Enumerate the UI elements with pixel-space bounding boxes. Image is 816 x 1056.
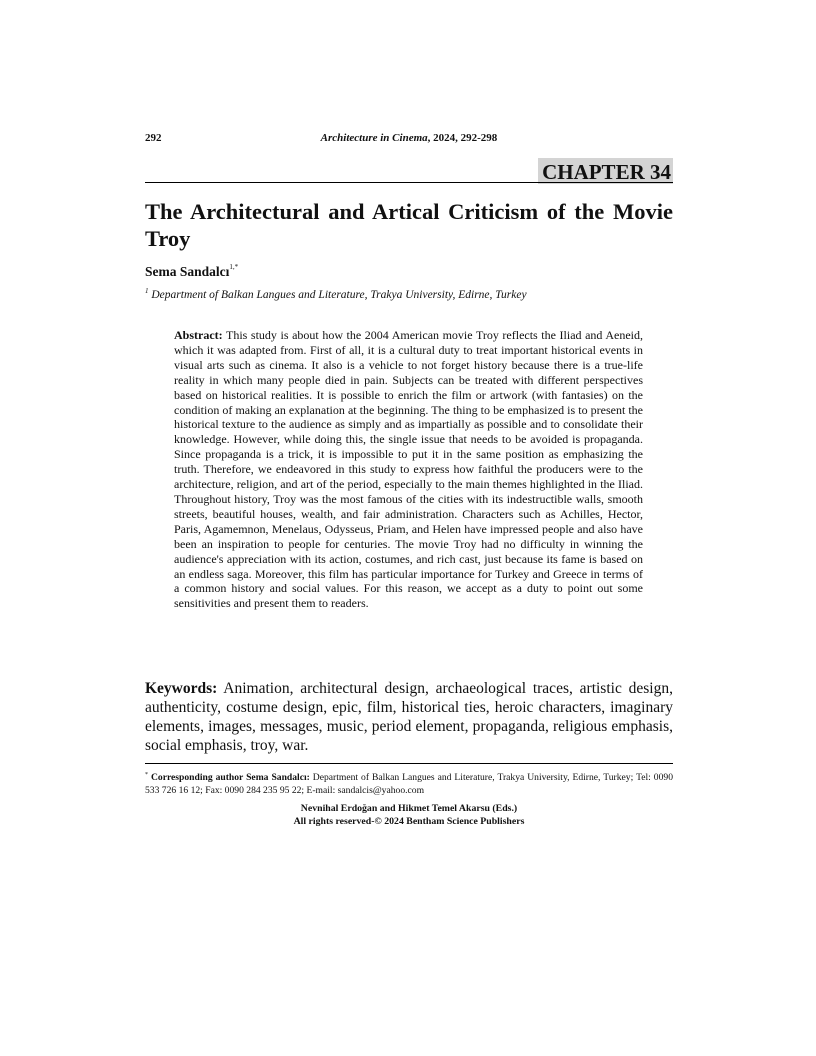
- corresponding-author-footnote: [145, 769, 673, 797]
- keywords: [145, 679, 673, 755]
- author-name: Sema Sandalcı: [145, 264, 230, 279]
- rights-line: All rights reserved-© 2024 Bentham Science Publishers: [293, 815, 525, 827]
- publisher-block: [145, 803, 673, 828]
- page-number: 292: [145, 132, 162, 144]
- abstract-label: Abstract:: [174, 328, 223, 342]
- footnote-label: Corresponding author Sema Sandalcı:: [148, 772, 310, 783]
- running-header: [145, 132, 673, 148]
- paper-title: The Architectural and Artical Criticism of the Movie Troy: [145, 199, 673, 251]
- journal-details: , 2024, 292-298: [427, 132, 498, 144]
- keywords-text: Animation, architectural design, archaeological traces, artistic design, authenticity, costume design, epic, film, historical ties, heroic characters, imaginary elements, images, messages, music, period element, propaganda, religious emphasis, social emphasis, troy, war.: [145, 680, 673, 754]
- keywords-label: Keywords:: [145, 680, 218, 697]
- journal-citation: [145, 132, 673, 144]
- journal-name: Architecture in Cinema: [320, 132, 428, 144]
- footnote-text: Department of Balkan Langues and Literature, Trakya University, Edirne, Turkey; Tel: 0090 533 726 16 12; Fax: 0090 284 235 95 22; E-mail: sandalcis@yahoo.com: [145, 772, 673, 796]
- header-divider: [145, 182, 673, 183]
- author-marks: 1,*: [229, 263, 239, 271]
- abstract: [174, 328, 643, 611]
- affiliation-text: Department of Balkan Langues and Literature, Trakya University, Edirne, Turkey: [148, 289, 527, 301]
- author-affiliation: [145, 287, 527, 301]
- affiliation-mark: 1: [145, 287, 149, 295]
- abstract-text: This study is about how the 2004 American movie Troy reflects the Iliad and Aeneid, which it was adapted from. First of all, it is a cultural duty to treat important historical events in visual arts such as cinema. It also is a vehicle to not forget history because there is a true-life reality in which many people died in pain. Subjects can be treated with different perspectives based on historical realities. It is possible to enrich the film or artwork (with fantasies) on the condition of making an explanation at the beginning. The thing to be emphasized is to present the historical texture to the audience as simply and as impartially as possible and to consolidate their knowledge. However, while doing this, the single issue that needs to be avoided is propaganda. Since propaganda is a trick, it is impossible to put it in the same position as emphasizing the truth. Therefore, we endeavored in this study to express how faithful the producers were to the architecture, religion, and art of the period, especially to the main themes highlighted in the Iliad. Throughout history, Troy was the most famous of the cities with its indestructible walls, smooth streets, beautiful houses, wealth, and fair administration. Characters such as Achilles, Hector, Paris, Agamemnon, Menelaus, Odysseus, Priam, and Helen have impressed people and also have been an inspiration to people for centuries. The movie Troy had no difficulty in winning the audience's appreciation with its action, costumes, and rich cast, just because its fame is based on an endless saga. Moreover, this film has particular importance for Turkey and Greece in terms of a common history and social values. For this reason, we accept as a duty to point out some sensitivities and present them to readers.: [174, 328, 643, 611]
- author-line: [145, 263, 238, 280]
- editors-line: Nevnihal Erdoğan and Hikmet Temel Akarsu (Eds.): [300, 803, 518, 814]
- chapter-label: CHAPTER 34: [538, 158, 673, 184]
- footnote-divider: [145, 763, 673, 764]
- footnote-mark: *: [145, 772, 148, 778]
